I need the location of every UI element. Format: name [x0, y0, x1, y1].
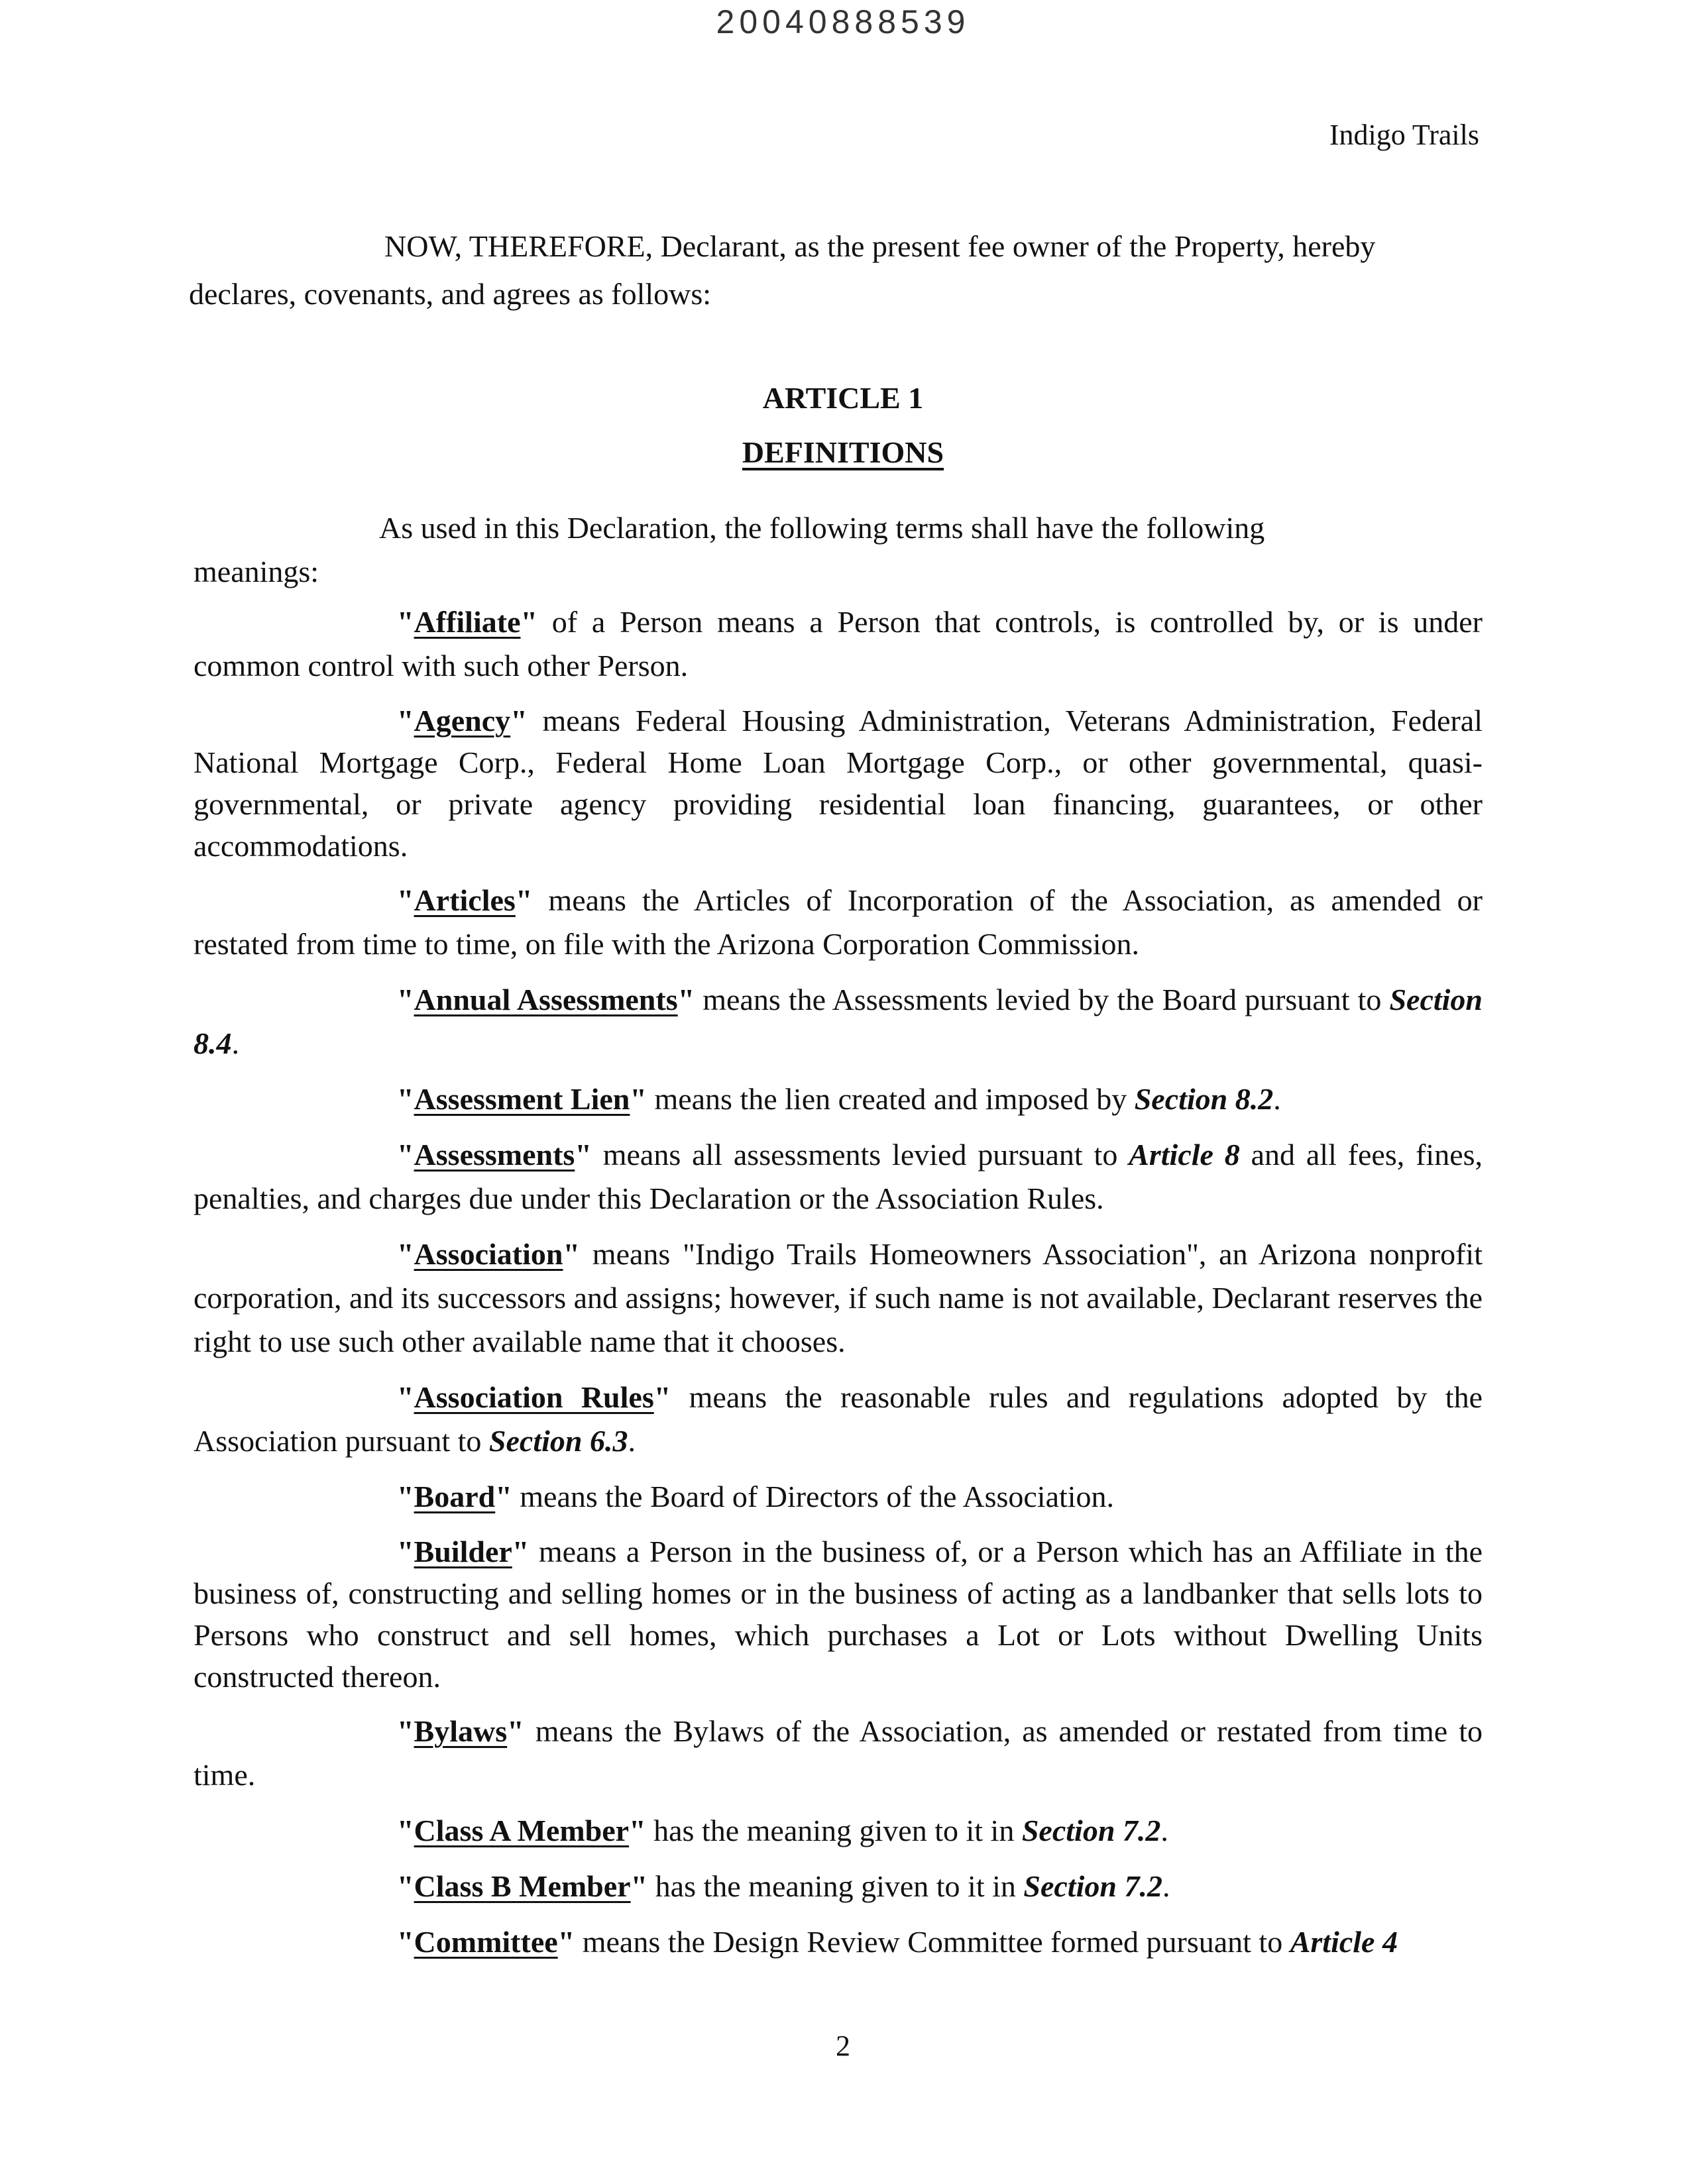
- definition-text: means the Assessments levied by the Board pursuant to: [695, 983, 1390, 1016]
- definition-board: "Board" means the Board of Directors of the Association.: [397, 1480, 1115, 1513]
- definition-tail: and all fees, fines, penalties, and charges due under this Declaration or the Association Rules.: [194, 1138, 1483, 1215]
- defined-term: Articles: [414, 883, 516, 917]
- definition-text: means the Articles of Incorporation of the Association, as amended or restated from time to time, on file with the Arizona Corporation Commission.: [194, 883, 1483, 961]
- definition-association: "Association" means "Indigo Trails Homeowners Association", an Arizona nonprofit corporation, and its successors and assigns; however, if such name is not available, Declarant reserves the right to use such other available name that it chooses.: [194, 1237, 1483, 1358]
- definition-affiliate: "Affiliate" of a Person means a Person that controls, is controlled by, or is under common control with such other Person.: [194, 605, 1483, 682]
- definition-tail: .: [1160, 1814, 1168, 1847]
- definition-committee: "Committee" means the Design Review Committee formed pursuant to Article 4: [397, 1925, 1398, 1959]
- recording-number-stamp: 20040888539: [716, 3, 970, 40]
- definition-text: means Federal Housing Administration, Veterans Administration, Federal National Mortgage Corp., Federal Home Loan Mortgage Corp., or other governmental, quasi-governmental, or private agency providing residential loan financing, guarantees, or other accommodations.: [194, 704, 1483, 863]
- article-title-text: DEFINITIONS: [742, 435, 944, 469]
- defined-term: Bylaws: [414, 1714, 508, 1748]
- article-number: ARTICLE 1: [762, 381, 924, 415]
- defined-term: Class B Member: [414, 1869, 631, 1903]
- defined-term: Association Rules: [414, 1380, 654, 1414]
- definition-builder: "Builder" means a Person in the business of, or a Person which has an Affiliate in the business of, constructing and selling homes or in the business of acting as a landbanker that sells lots to Persons who construct and sell homes, which purchases a Lot or Lots without Dwelling Units constructed thereon.: [194, 1535, 1483, 1694]
- lead-in-line-1: As used in this Declaration, the following terms shall have the following: [379, 511, 1265, 545]
- cross-reference: Article 8: [1129, 1138, 1240, 1172]
- definition-text: means all assessments levied pursuant to: [591, 1138, 1129, 1172]
- definition-articles: "Articles" means the Articles of Incorporation of the Association, as amended or restated from time to time, on file with the Arizona Corporation Commission.: [194, 883, 1483, 961]
- defined-term: Committee: [414, 1925, 558, 1959]
- definitions-list: [194, 600, 1483, 1964]
- cross-reference: Section 8.2: [1134, 1082, 1274, 1116]
- definition-text: means the reasonable rules and regulations adopted by the Association pursuant to: [194, 1380, 1483, 1458]
- intro-line-1: NOW, THEREFORE, Declarant, as the present fee owner of the Property, hereby: [384, 229, 1376, 263]
- cross-reference: Section 6.3: [488, 1424, 628, 1458]
- definition-text: has the meaning given to it in: [647, 1869, 1024, 1903]
- definition-tail: .: [1273, 1082, 1281, 1116]
- definition-tail: .: [231, 1026, 239, 1060]
- definition-tail: .: [1162, 1869, 1170, 1903]
- definition-text: means the Design Review Committee formed pursuant to: [575, 1925, 1290, 1959]
- defined-term: Class A Member: [414, 1814, 630, 1847]
- definition-text: means "Indigo Trails Homeowners Association", an Arizona nonprofit corporation, and its successors and assigns; however, if such name is not available, Declarant reserves the right to use such other available name that it chooses.: [194, 1237, 1483, 1358]
- definition-text: means the Board of Directors of the Association.: [512, 1480, 1115, 1513]
- definition-text: means a Person in the business of, or a Person which has an Affiliate in the business of, constructing and selling homes or in the business of acting as a landbanker that sells lots to Persons who construct and sell homes, which purchases a Lot or Lots without Dwelling Units constructed thereon.: [194, 1535, 1483, 1694]
- cross-reference: Article 4: [1290, 1925, 1398, 1959]
- defined-term: Annual Assessments: [414, 983, 678, 1016]
- definition-text: means the Bylaws of the Association, as amended or restated from time to time.: [194, 1714, 1483, 1792]
- definition-tail: .: [628, 1424, 636, 1458]
- intro-line-2: declares, covenants, and agrees as follows:: [189, 277, 712, 311]
- definition-assessment-lien: "Assessment Lien" means the lien created and imposed by Section 8.2.: [397, 1082, 1281, 1116]
- running-header: Indigo Trails: [1329, 119, 1479, 151]
- definition-association-rules: "Association Rules" means the reasonable rules and regulations adopted by the Association pursuant to Section 6.3.: [194, 1380, 1483, 1458]
- cross-reference: Section 8.4: [194, 983, 1483, 1060]
- page-number: 2: [836, 2030, 850, 2062]
- defined-term: Agency: [414, 704, 511, 737]
- definition-agency: "Agency" means Federal Housing Administration, Veterans Administration, Federal National Mortgage Corp., Federal Home Loan Mortgage Corp., or other governmental, quasi-governmental, or private agency providing residential loan financing, guarantees, or other accommodations.: [194, 704, 1483, 863]
- defined-term: Assessments: [414, 1138, 575, 1172]
- defined-term: Affiliate: [414, 605, 521, 639]
- definition-text: of a Person means a Person that controls, is controlled by, or is under common control with such other Person.: [194, 605, 1483, 682]
- lead-in-line-2: meanings:: [194, 555, 319, 588]
- definition-text: means the lien created and imposed by: [646, 1082, 1135, 1116]
- definition-annual-assessments: "Annual Assessments" means the Assessments levied by the Board pursuant to Section 8.4.: [194, 983, 1483, 1060]
- cross-reference: Section 7.2: [1021, 1814, 1161, 1847]
- definition-class-a-member: "Class A Member" has the meaning given to it in Section 7.2.: [397, 1814, 1168, 1847]
- defined-term: Board: [414, 1480, 496, 1513]
- article-title: [0, 435, 1686, 470]
- definitions-body: [194, 506, 1483, 1976]
- defined-term: Association: [414, 1237, 563, 1271]
- intro-paragraph: [189, 223, 1480, 318]
- defined-term: Assessment Lien: [414, 1082, 630, 1116]
- definition-bylaws: "Bylaws" means the Bylaws of the Association, as amended or restated from time to time.: [194, 1714, 1483, 1792]
- definition-class-b-member: "Class B Member" has the meaning given to it in Section 7.2.: [397, 1869, 1170, 1903]
- definition-assessments: "Assessments" means all assessments levied pursuant to Article 8 and all fees, fines, penalties, and charges due under this Declaration or the Association Rules.: [194, 1138, 1483, 1215]
- definition-text: has the meaning given to it in: [646, 1814, 1022, 1847]
- lead-in-paragraph: [194, 506, 1483, 594]
- cross-reference: Section 7.2: [1023, 1869, 1162, 1903]
- defined-term: Builder: [414, 1535, 512, 1568]
